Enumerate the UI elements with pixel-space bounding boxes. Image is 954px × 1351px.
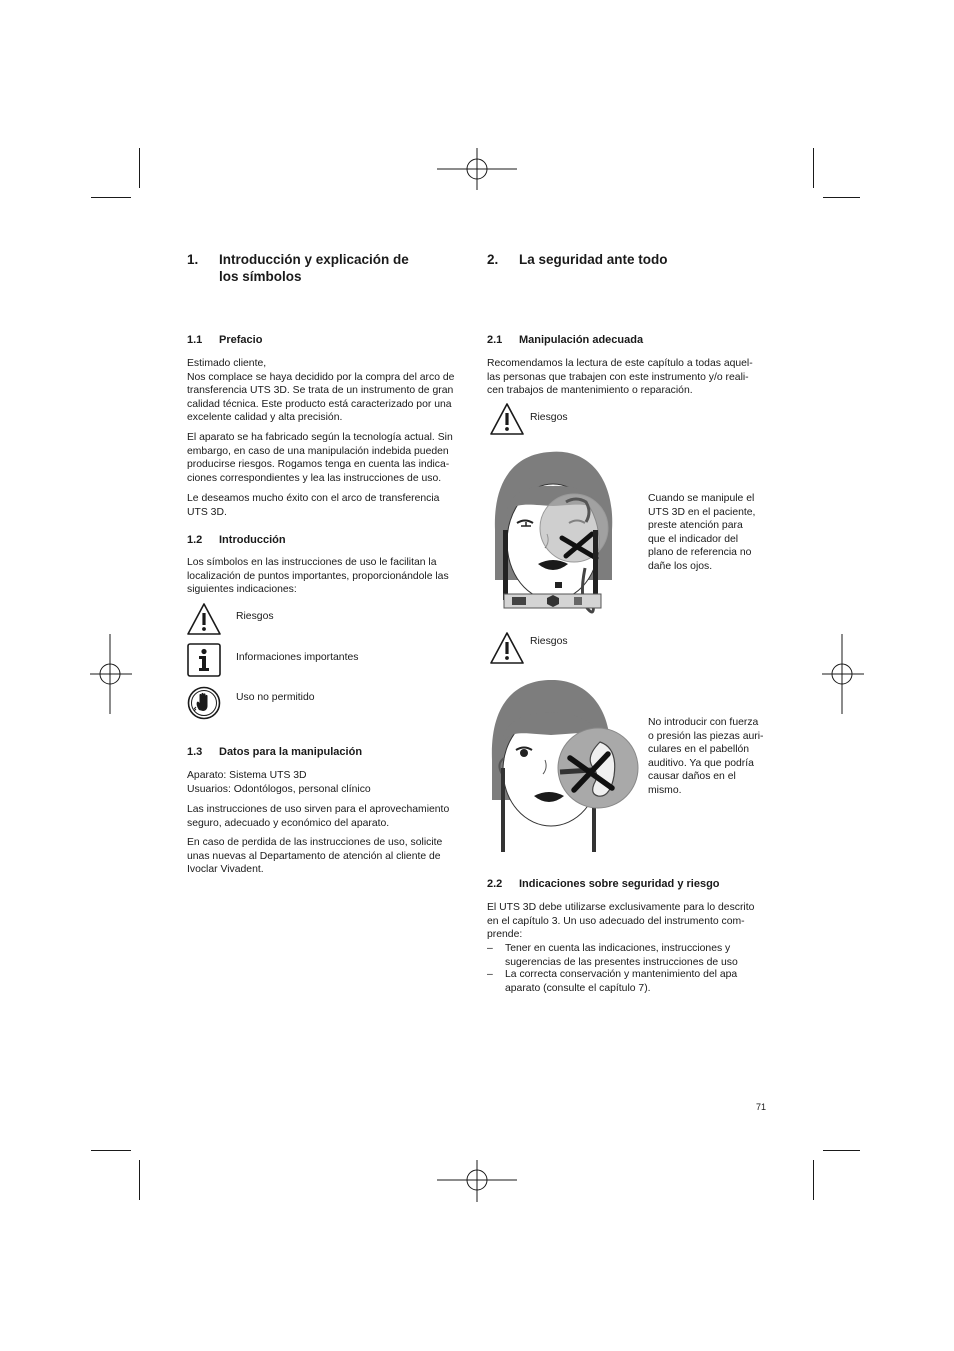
seguridad-paragraph: [487, 901, 754, 942]
text-line: auditivo. Ya que podría: [648, 757, 754, 769]
section-1-title-line1: Introducción y explicación de: [219, 252, 409, 267]
section-2-1-heading: [487, 333, 767, 347]
prefacio-paragraph-3: [187, 492, 439, 519]
text-line: excelente calidad y alta precisión.: [187, 412, 343, 423]
section-2-heading: [487, 251, 767, 269]
datos-paragraph-2: [187, 803, 449, 830]
text-line: UTS 3D.: [187, 506, 227, 518]
symbol-label-forbidden: Uso no permitido: [236, 692, 315, 703]
text-line: culares en el pabellón: [648, 744, 750, 755]
forbidden-hand-icon: [187, 685, 221, 721]
text-line: Las instrucciones de uso sirven para el aprovechamiento: [187, 804, 450, 815]
text-line: transferencia UTS 3D. Se trata de un instrumento de gran: [187, 385, 454, 396]
text-line: Usuarios: Odontólogos, personal clínico: [187, 783, 371, 795]
section-1-1-title: Prefacio: [219, 334, 263, 346]
text-line: Ivoclar Vivadent.: [187, 864, 264, 875]
bullet-dash: –: [487, 943, 493, 954]
bullet-item-2: [487, 968, 767, 995]
section-1-heading: [187, 251, 457, 287]
registration-mark-right: [822, 634, 864, 714]
registration-mark-bottom: [437, 1160, 517, 1202]
section-1-1-heading: [187, 333, 457, 347]
text-line: La correcta conservación y mantenimiento del apa: [505, 969, 738, 980]
text-line: Estimado cliente,: [187, 358, 267, 369]
section-2-2-title: Indicaciones sobre seguridad y riesgo: [519, 878, 720, 890]
text-line: El aparato se ha fabricado según la tecnología actual. Sin: [187, 432, 453, 443]
section-1-2-number: 1.2: [187, 534, 203, 546]
manipulacion-paragraph: [487, 357, 753, 398]
registration-mark-left: [90, 634, 132, 714]
warning-icon: [489, 402, 525, 436]
text-line: unas nuevas al Departamento de atención al cliente de: [187, 850, 441, 862]
text-line: preste atención para: [648, 520, 743, 531]
section-1-3-title: Datos para la manipulación: [219, 746, 363, 758]
page-number: 71: [755, 1102, 766, 1112]
text-line: plano de referencia no: [648, 547, 752, 558]
section-1-1-number: 1.1: [187, 334, 203, 346]
bullet-item-1: [487, 942, 767, 969]
text-line: No introducir con fuerza: [648, 717, 759, 728]
section-1-2-title: Introducción: [219, 534, 286, 546]
text-line: aparato (consulte el capítulo 7).: [505, 982, 651, 994]
text-line: localización de puntos importantes, proporcionándole las: [187, 570, 449, 582]
section-1-3-heading: [187, 745, 457, 759]
text-line: cen trabajos de mantenimiento o reparación.: [487, 385, 693, 396]
registration-mark-top: [437, 148, 517, 190]
prefacio-paragraph-1: [187, 357, 454, 425]
datos-paragraph-1: [187, 769, 371, 796]
text-line: producirse riesgos. Rogamos tenga en cuenta las indica-: [187, 459, 450, 470]
symbol-label-info: Informaciones importantes: [236, 652, 359, 663]
text-line: o presión las piezas auri-: [648, 730, 764, 742]
text-line: Cuando se manipule el: [648, 493, 755, 504]
text-line: Recomendamos la lectura de este capítulo a todas aquel-: [487, 358, 753, 369]
symbol-label-risk: Riesgos: [236, 611, 274, 622]
eye-warning-caption: [648, 492, 755, 573]
bullet-dash: –: [487, 969, 493, 980]
section-1-title-line2: los símbolos: [219, 269, 302, 284]
section-2-2-number: 2.2: [487, 878, 503, 890]
text-line: UTS 3D en el paciente,: [648, 506, 756, 518]
info-icon: [187, 643, 221, 677]
face-eye-warning-illustration: [490, 450, 640, 622]
warning-icon: [186, 602, 222, 636]
text-line: sugerencias de las presentes instrucciones de uso: [505, 956, 738, 968]
text-line: prende:: [487, 929, 523, 940]
text-line: en el capítulo 3. Un uso adecuado del instrumento com-: [487, 915, 745, 927]
risk-label-2: Riesgos: [530, 636, 568, 647]
ear-warning-caption: [648, 716, 764, 797]
text-line: Nos complace se haya decidido por la compra del arco de: [187, 371, 455, 383]
text-line: Aparato: Sistema UTS 3D: [187, 770, 307, 781]
text-line: Tener en cuenta las indicaciones, instrucciones y: [505, 943, 731, 954]
text-line: seguro, adecuado y económico del aparato.: [187, 817, 390, 829]
text-line: El UTS 3D debe utilizarse exclusivamente para lo descrito: [487, 902, 755, 913]
text-line: causar daños en el: [648, 771, 736, 782]
face-ear-warning-illustration: [488, 680, 640, 855]
introduccion-paragraph: [187, 556, 449, 597]
section-2-1-title: Manipulación adecuada: [519, 334, 644, 346]
text-line: que el indicador del: [648, 533, 739, 545]
section-2-title: La seguridad ante todo: [519, 252, 668, 267]
text-line: Los símbolos en las instrucciones de uso le facilitan la: [187, 557, 437, 568]
text-line: calidad técnica. Este producto está caracterizado por una: [187, 398, 452, 410]
text-line: En caso de perdida de las instrucciones de uso, solicite: [187, 837, 443, 848]
text-line: siguientes indicaciones:: [187, 584, 297, 595]
section-1-number: 1.: [187, 252, 199, 267]
section-2-2-heading: [487, 877, 767, 891]
section-1-2-heading: [187, 533, 457, 547]
datos-paragraph-3: [187, 836, 442, 877]
section-1-3-number: 1.3: [187, 746, 203, 758]
text-line: mismo.: [648, 784, 682, 796]
text-line: Le deseamos mucho éxito con el arco de transferencia: [187, 493, 440, 504]
text-line: dañe los ojos.: [648, 560, 713, 572]
text-line: embargo, en caso de una manipulación indebida pueden: [187, 445, 449, 457]
text-line: ciones correspondientes y lea las instrucciones de uso.: [187, 472, 442, 484]
warning-icon: [489, 631, 525, 665]
risk-label-1: Riesgos: [530, 412, 568, 423]
prefacio-paragraph-2: [187, 431, 453, 485]
text-line: las personas que trabajen con este instrumento y/o reali-: [487, 371, 749, 383]
section-2-1-number: 2.1: [487, 334, 503, 346]
section-2-number: 2.: [487, 252, 499, 267]
